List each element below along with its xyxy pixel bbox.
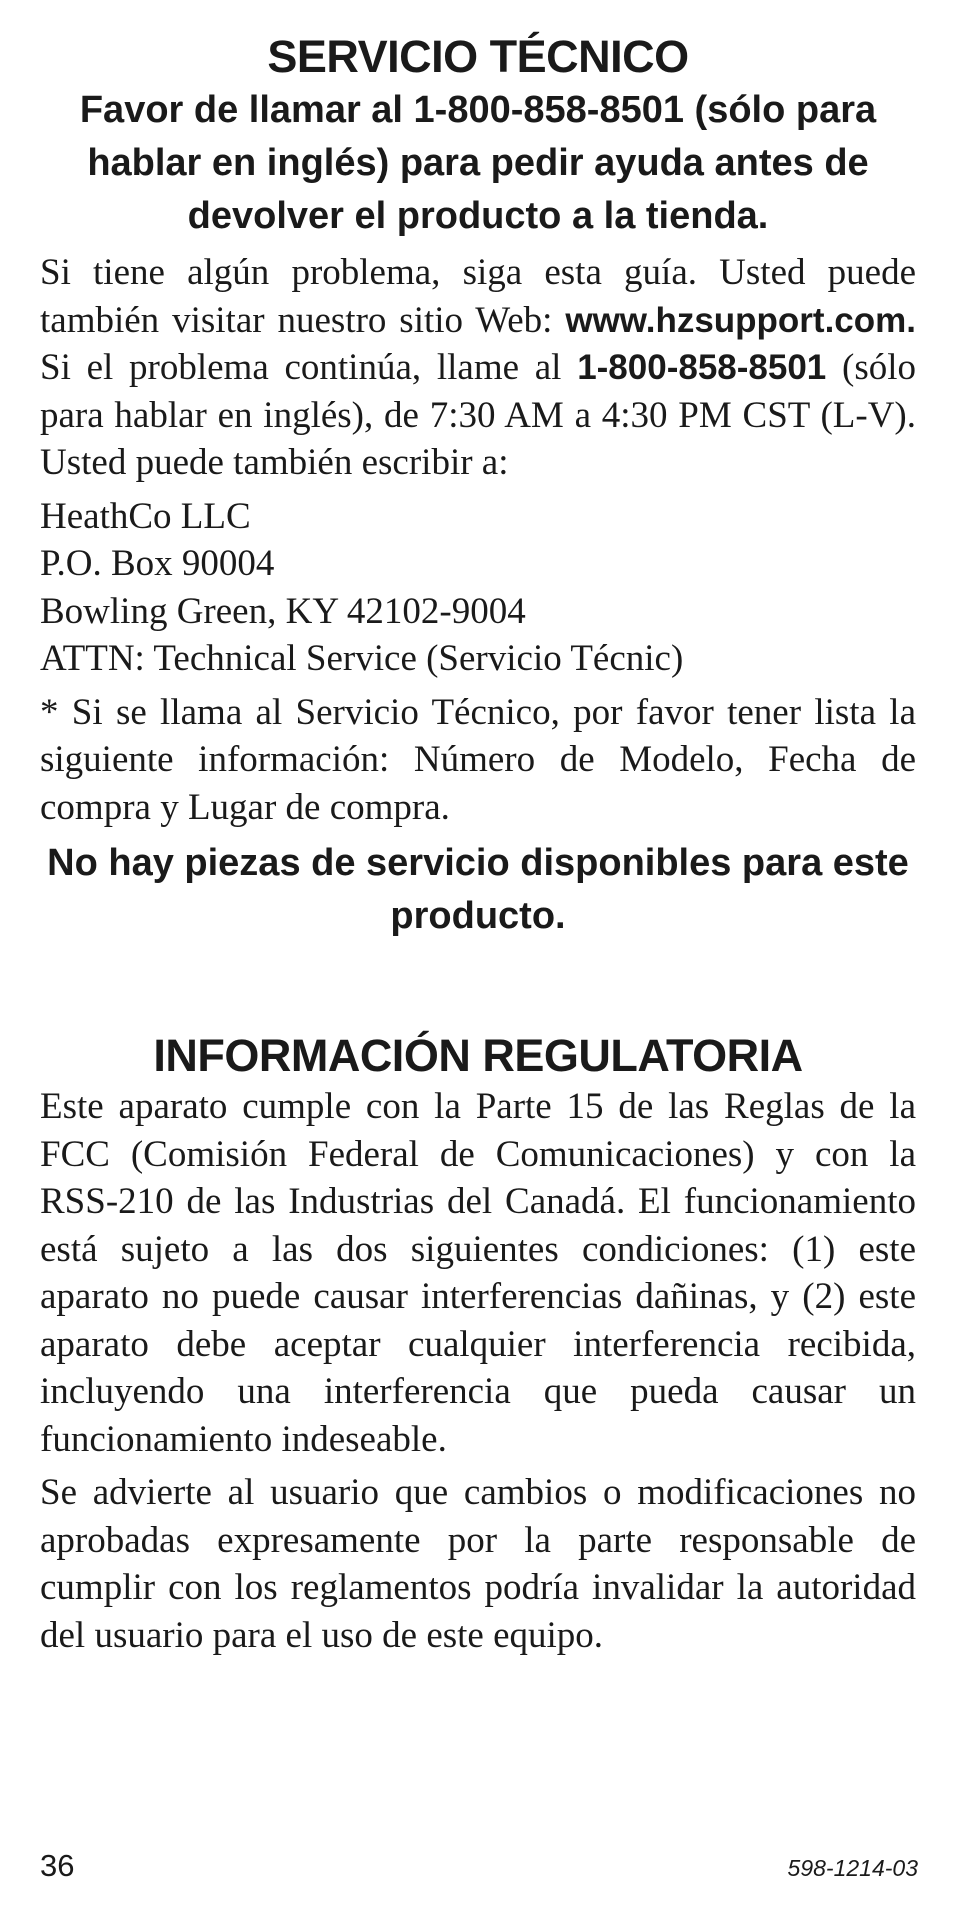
address-line: HeathCo LLC bbox=[40, 495, 251, 537]
address-line: ATTN: Technical Service (Servicio Técnic) bbox=[40, 638, 684, 679]
modification-warning-paragraph: Se advierte al usuario que cambios o modificaciones no aprobadas expresamente por la parte responsable de cumplir con los reglamentos podría invalidar la autoridad del usuario para el uso de este equipo. bbox=[40, 1472, 916, 1656]
fcc-compliance-paragraph: Este aparato cumple con la Parte 15 de las Reglas de la FCC (Comisión Federal de Comunicaciones) y con la RSS-210 de las Industrias del Canadá. El funcionamiento está sujeto a las dos siguientes condiciones: (1) este aparato no puede causar interferencias dañinas, y (2) este aparato debe aceptar cualquier interferencia recibida, incluyendo una interferencia que pueda causar un funcionamiento indeseable. bbox=[40, 1086, 916, 1460]
page-footer bbox=[40, 1848, 918, 1884]
service-instructions bbox=[40, 249, 916, 487]
address-line: Bowling Green, KY 42102-9004 bbox=[40, 590, 526, 632]
manual-page bbox=[40, 30, 916, 1665]
support-phone: 1-800-858-8501 bbox=[577, 348, 827, 387]
document-code: 598-1214-03 bbox=[787, 1855, 918, 1881]
service-call-notice: Favor de llamar al 1-800-858-8501 (sólo para hablar en inglés) para pedir ayuda antes de devolver el producto a la tienda. bbox=[79, 89, 877, 237]
section-spacer bbox=[40, 943, 916, 1029]
service-text-1: Si tiene algún problema, siga esta guía. Usted puede también visitar nuestro sitio Web: bbox=[40, 252, 916, 341]
regulatory-heading: INFORMACIÓN REGULATORIA bbox=[153, 1030, 803, 1081]
service-heading: SERVICIO TÉCNICO bbox=[267, 31, 689, 82]
mailing-address bbox=[40, 493, 916, 683]
no-service-parts-notice: No hay piezas de servicio disponibles para este producto. bbox=[47, 842, 909, 937]
address-line: P.O. Box 90004 bbox=[40, 543, 275, 584]
service-note: * Si se llama al Servicio Técnico, por favor tener lista la siguiente información: Número de Modelo, Fecha de compra y Lugar de compra. bbox=[40, 691, 916, 828]
support-website: www.hzsupport.com. bbox=[565, 300, 916, 340]
service-text-2: Si el problema continúa, llame al bbox=[40, 347, 578, 388]
service-text-3: (sólo para hablar en inglés), de 7:30 AM a 4:30 PM CST (L-V). Usted puede también escribir a: bbox=[40, 347, 917, 483]
page-number: 36 bbox=[40, 1848, 75, 1883]
